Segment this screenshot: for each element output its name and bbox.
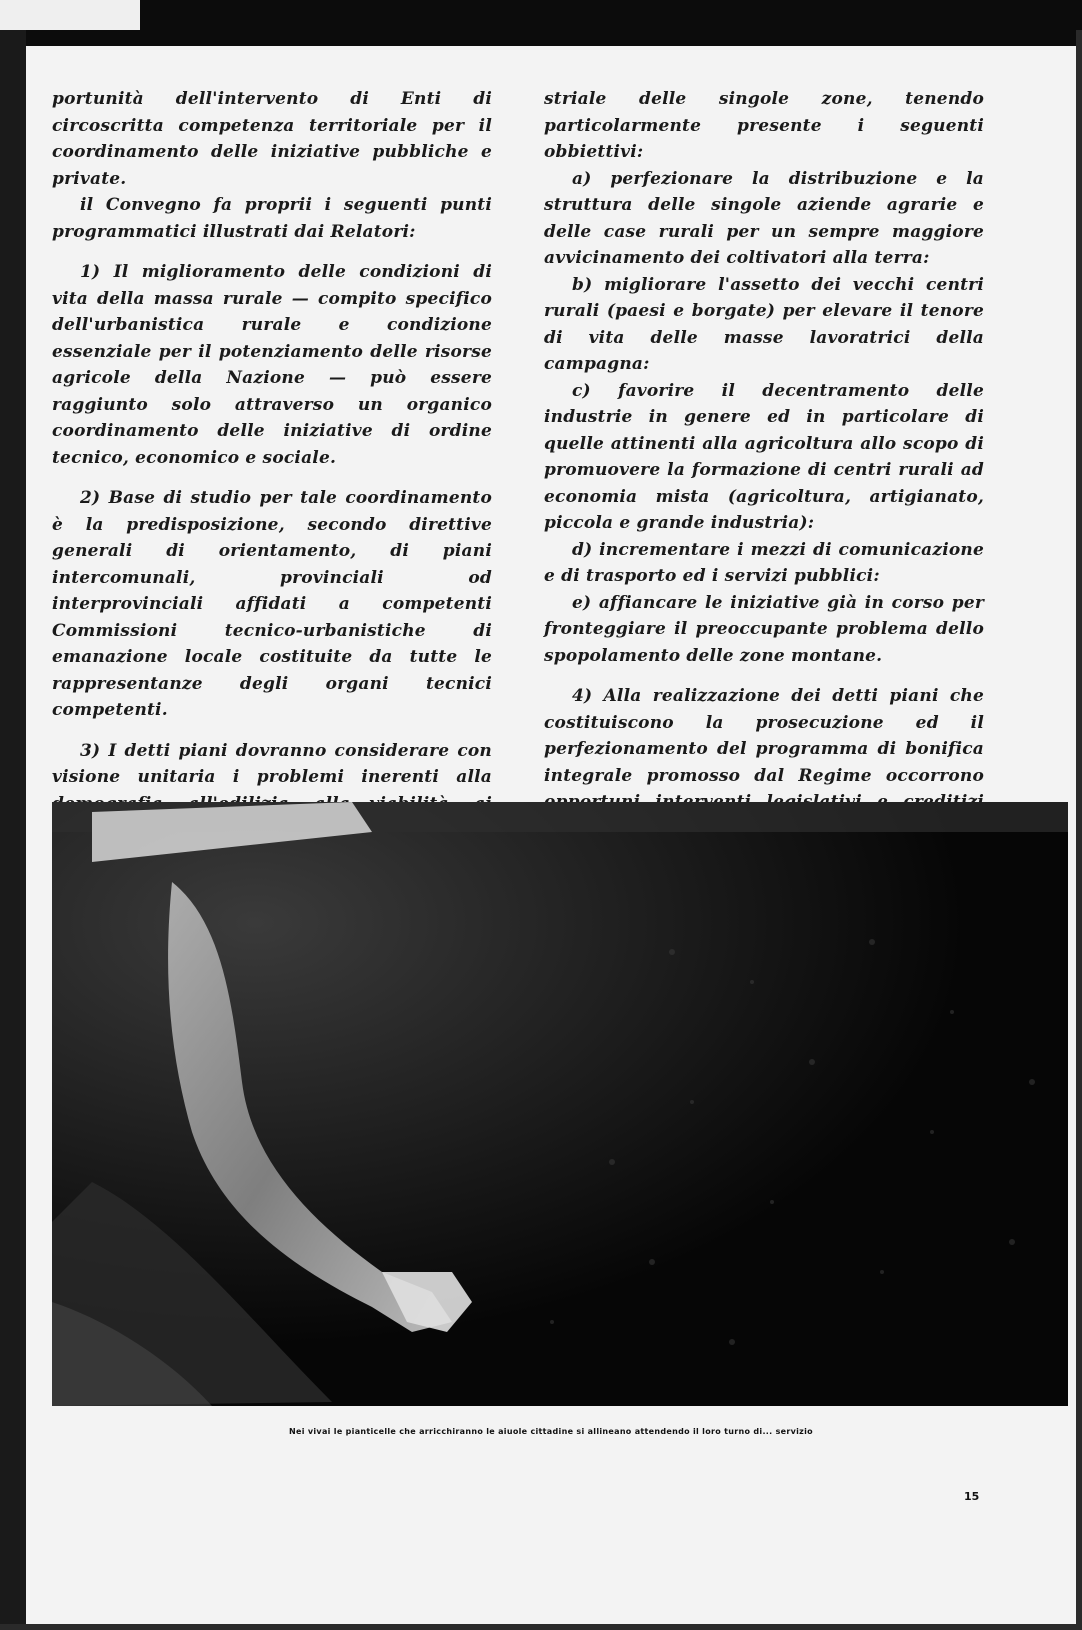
paragraph: 3) I detti piani dovranno considerare con visione unitaria i problemi inerenti alla (52, 740, 492, 787)
paragraph: portunità dell'intervento di Enti di circoscritta competenza territoriale per il coordinamento delle iniziative pubbliche e private. (52, 89, 492, 189)
paragraph: 1) Il miglioramento delle condizioni di vita della massa rurale — compito specifico dell'urbanistica rurale e condizione essenziale per il potenziamento delle risorse agricole della Nazione — può essere raggiunto solo attraverso un organico coordinamento delle iniziative di ordine tecnico, economico e sociale. (52, 262, 492, 468)
paragraph: striale delle singole zone, tenendo particolarmente presente i seguenti obbiettivi: (544, 89, 984, 162)
paragraph: b) migliorare l'assetto dei vecchi centri rurali (paesi e borgate) per elevare il tenore di vita delle masse lavoratrici della campagna: (544, 274, 984, 374)
photo-graphic (52, 802, 1068, 1406)
left-scan-edge (0, 30, 26, 1630)
paragraph: 4) Alla realizzazione dei detti piani che costituiscono la prosecuzione ed il perfezionamento del programma di bonifica integrale promosso dal Regime occorrono (544, 686, 984, 786)
paragraph: il Convegno fa proprii i seguenti punti programmatici illustrati dai Relatori: (52, 195, 492, 242)
text-column-left (52, 86, 492, 870)
bottom-scan-edge (0, 1624, 1082, 1630)
page-number: 15 (964, 1490, 980, 1503)
photo-nursery-seedlings (52, 802, 1068, 1406)
top-black-band (140, 0, 1082, 46)
photo-caption: Nei vivai le pianticelle che arricchiranno le aiuole cittadine si allineano attendendo il loro turno di... servizio (289, 1427, 813, 1436)
paragraph: c) favorire il decentramento delle industrie in genere ed in particolare di quelle attinenti alla agricoltura allo scopo di promuovere la formazione di centri rurali ad economia mista (agricoltura, artigianato, piccola e grande industria): (544, 380, 984, 533)
text-column-right (544, 86, 984, 842)
paragraph: 2) Base di studio per tale coordinamento è la predisposizione, secondo direttive generali di orientamento, di piani intercomunali, provinciali od interprovinciali affidati a competenti Commissioni tecnico-urbanistiche di emanazione locale costituite da tutte le rappresentanze degli organi tecnici competenti. (52, 488, 492, 720)
magazine-page (26, 46, 1076, 1624)
paragraph: e) affiancare le iniziative già in corso per fronteggiare il preoccupante problema dello spopolamento delle zone montane. (544, 592, 984, 666)
paragraph: d) incrementare i mezzi di comunicazione e di trasporto ed i servizi pubblici: (544, 539, 984, 586)
paragraph: a) perfezionare la distribuzione e la struttura delle singole aziende agrarie e delle case rurali per un sempre maggiore avvicinamento dei coltivatori alla terra: (544, 168, 984, 268)
right-scan-edge (1076, 30, 1082, 1630)
